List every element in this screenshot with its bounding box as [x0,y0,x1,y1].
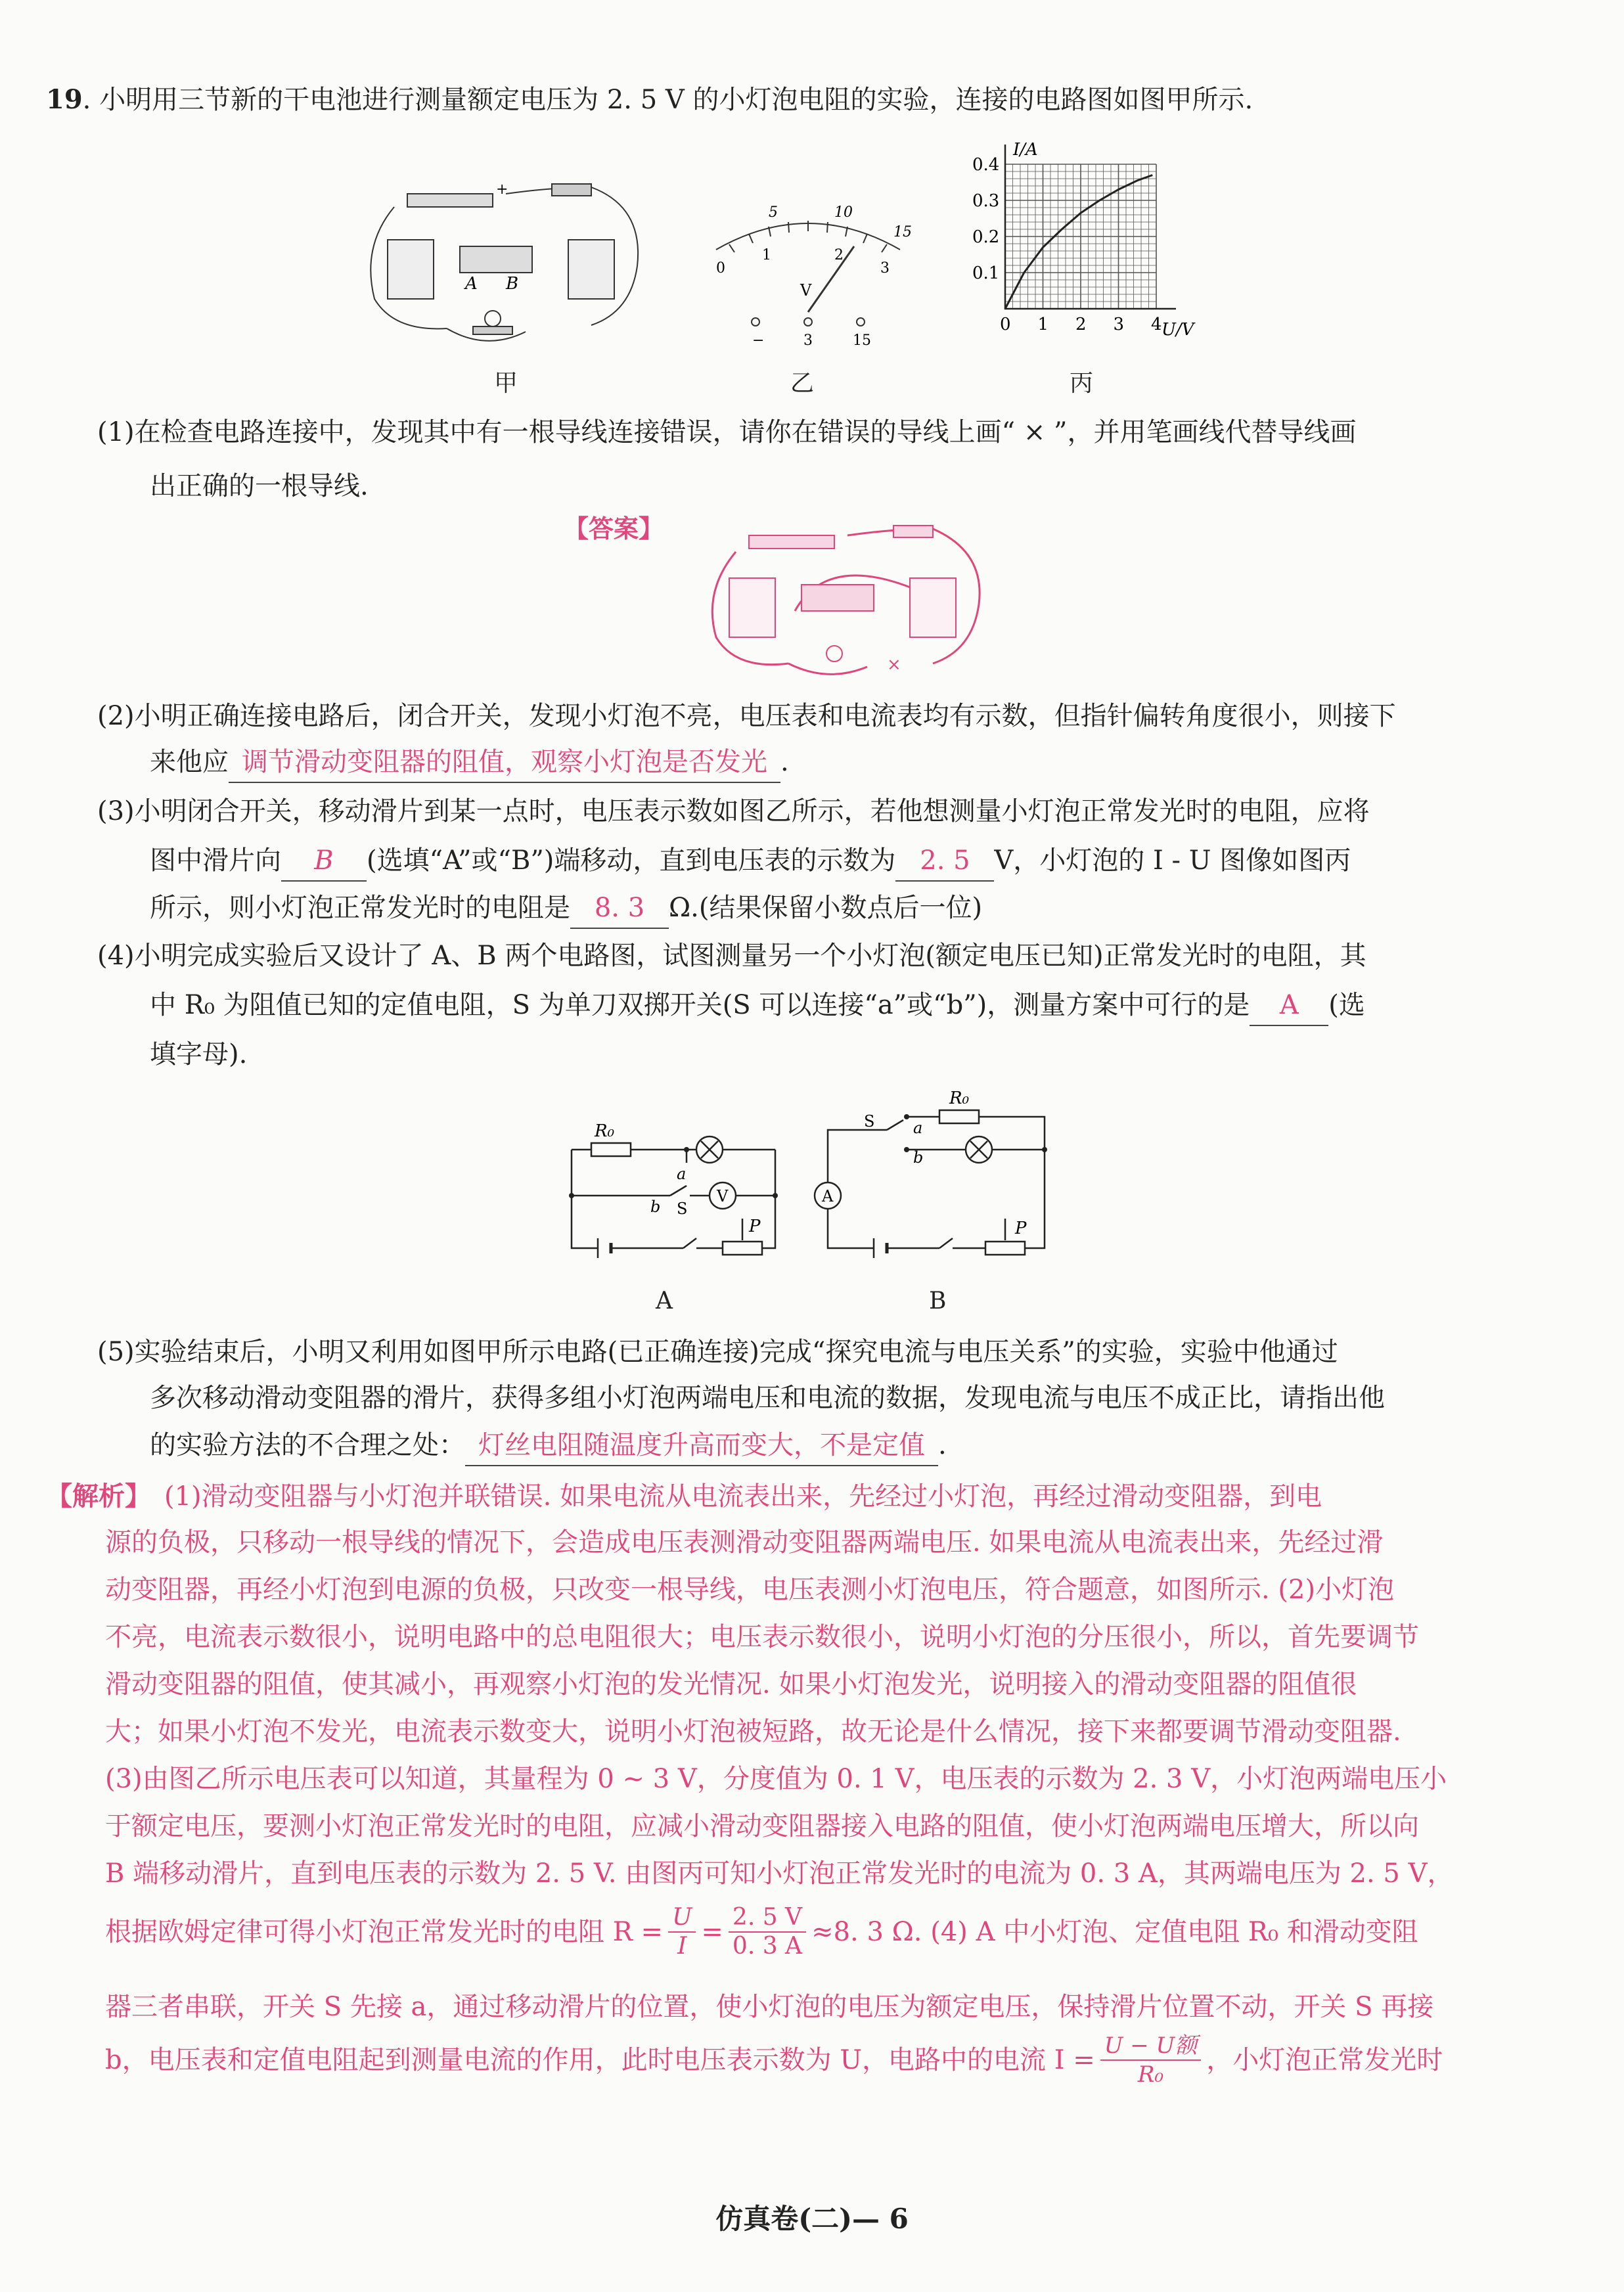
part4-line3: 填字母). [150,1039,248,1069]
dial-top-10: 10 [834,204,853,221]
analysis-l10-eq: = [701,1917,723,1947]
analysis-line2: 源的负极，只移动一根导线的情况下，会造成电压表测滑动变阻器两端电压. 如果电流从电流表出来，先经过滑 [105,1527,1384,1558]
dial-needle [808,246,854,312]
dial-top-5: 5 [769,204,778,221]
fraction-u-num: U [668,1904,696,1933]
terminal-15: 15 [853,332,871,348]
rheostat-label-a: A [465,274,478,294]
switch-icon [552,184,591,196]
chart-x-axis-label: U/V [1162,320,1194,340]
part5-l3-post: . [938,1430,947,1460]
chart-y-axis-label: I/A [1013,140,1038,160]
part5-line3 [150,1426,947,1466]
voltmeter-icon [568,240,614,299]
caption-a: A [656,1288,673,1315]
cross-mark-icon: × [887,655,901,675]
fraction-current-num: U − U额 [1100,2032,1201,2061]
battery-pack-icon [407,194,493,207]
chart-series-line [1005,175,1152,309]
part3-l2-post: V，小灯泡的 I - U 图像如图丙 [994,845,1351,876]
chart-grid [1005,164,1156,309]
circuit-b-p: P [1015,1219,1027,1238]
analysis-line9: B 端移动滑片，直到电压表的示数为 2. 5 V. 由图丙可知小灯泡正常发光时的电流为 0. 3 A，其两端电压为 2. 5 V， [105,1858,1454,1889]
analysis-line5: 滑动变阻器的阻值，使其减小，再观察小灯泡的发光情况. 如果小灯泡发光，说明接入的滑动变阻器的阻值很 [105,1669,1357,1699]
circuit-b-ammeter: A [822,1187,834,1205]
part4-l2-post: (选 [1328,990,1365,1020]
analysis-line11: 器三者串联，开关 S 先接 a，通过移动滑片的位置，使小灯泡的电压为额定电压，保持滑片位置不动，开关 S 再接 [105,1992,1434,2022]
chart-x-tick-label: 4 [1151,315,1162,334]
chart-x-tick-label: 2 [1075,315,1087,334]
dial-bottom-2: 2 [834,247,844,263]
part4-line1: (4)小明完成实验后又设计了 A、B 两个电路图，试图测量另一个小灯泡(额定电压已知)正常发光时的电阻，其 [97,941,1366,971]
part2-post: . [780,747,789,777]
terminal-3: 3 [803,332,813,348]
caption-yi: 乙 [790,370,815,397]
analysis-line4: 不亮，电流表示数很小，说明电路中的总电阻很大；电压表示数很小，说明小灯泡的分压很小，所以，首先要调节 [105,1622,1419,1652]
analysis-line12 [105,2027,1443,2093]
part5-l3-pre: 的实验方法的不合理之处： [150,1430,465,1460]
caption-bing: 丙 [1070,370,1094,397]
answer-tag: 【答案】 [564,514,664,543]
chart-axes [1005,145,1176,309]
fraction-values-den: 0. 3 A [732,1933,803,1960]
analysis-l10-pre: 根据欧姆定律可得小灯泡正常发光时的电阻 R = [105,1917,664,1947]
fraction-i-den: I [677,1933,687,1960]
terminal-neg: − [752,332,765,348]
dial-top-15: 15 [893,224,912,240]
part4-line2 [150,985,1365,1026]
part3-l3-pre: 所示，则小灯泡正常发光时的电阻是 [150,893,570,923]
fraction-u-over-i [668,1904,696,1960]
fraction-values [729,1904,806,1960]
chart-y-tick-label: 0.2 [972,227,1000,247]
page-footer: 仿真卷(二)— 6 [715,2203,909,2235]
chart-x-tick-label: 0 [1000,315,1011,334]
question-stem [46,80,1253,120]
circuit-jia-figure [355,168,657,358]
analysis-line8: 于额定电压，要测小灯泡正常发光时的电阻，应减小滑动变阻器接入电路的阻值，使小灯泡两端电压增大，所以向 [105,1811,1419,1841]
chart-axis-lines [1005,145,1176,309]
circuit-b-b: b [913,1148,924,1167]
circuit-b-figure [808,1084,1071,1268]
analysis-line7: (3)由图乙所示电压表可以知道，其量程为 0 ~ 3 V，分度值为 0. 1 V，电压表的示数为 2. 3 V，小灯泡两端电压小 [105,1764,1447,1794]
fraction-current [1100,2032,1201,2088]
circuit-a-r0: R₀ [595,1121,614,1141]
analysis-l10-post: ≈8. 3 Ω. (4) A 中小灯泡、定值电阻 R₀ 和滑动变阻 [811,1917,1418,1947]
part3-answer-resistance: 8. 3 [570,888,669,929]
part1-line2: 出正确的一根导线. [150,471,369,501]
part3-l3-post: Ω.(结果保留小数点后一位) [669,893,983,923]
part5-line2: 多次移动滑动变阻器的滑片，获得多组小灯泡两端电压和电流的数据，发现电流与电压不成正比，请指出他 [150,1383,1385,1413]
circuit-b-s: S [864,1112,875,1131]
part2-answer: 调节滑动变阻器的阻值，观察小灯泡是否发光 [229,742,780,783]
circuit-a-a: a [677,1165,687,1183]
voltmeter-dial-figure [696,197,920,348]
part3-answer-direction: B [281,841,367,882]
dial-unit: V [800,281,812,300]
part2-pre: 来他应 [150,747,229,777]
analysis-l1-text: (1)滑动变阻器与小灯泡并联错误. 如果电流从电流表出来，先经过小灯泡，再经过滑动变阻器，到电 [164,1481,1322,1512]
part5-line1: (5)实验结束后，小明又利用如图甲所示电路(已正确连接)完成“探究电流与电压关系”的实验，实验中他通过 [97,1337,1338,1367]
part4-answer: A [1250,985,1328,1026]
chart-y-tick-label: 0.3 [972,191,1000,211]
chart-y-tick-label: 0.1 [972,263,1000,283]
part3-line3 [150,888,982,929]
part3-l2-pre: 图中滑片向 [150,845,281,876]
chart-x-tick-label: 3 [1113,315,1125,334]
analysis-l12-pre: b，电压表和定值电阻起到测量电流的作用，此时电压表示数为 U，电路中的电流 I = [105,2045,1095,2075]
circuit-b-r0: R₀ [949,1089,969,1108]
chart-y-tick-label: 0.4 [972,155,1000,175]
part2-line2 [150,742,789,783]
analysis-line6: 大；如果小灯泡不发光，电流表示数变大，说明小灯泡被短路，故无论是什么情况，接下来都要调节滑动变阻器. [105,1717,1401,1747]
question-number: 19 [46,84,83,115]
dial-bottom-1: 1 [762,247,771,263]
analysis-tag: 【解析】 [46,1481,151,1512]
dial-bottom-3: 3 [880,260,890,277]
fraction-values-num: 2. 5 V [729,1904,806,1933]
circuit-a-figure [552,1097,801,1268]
analysis-line3: 动变阻器，再经小灯泡到电源的负极，只改变一根导线，电压表测小灯泡电压，符合题意，如图所示. (2)小灯泡 [105,1575,1395,1605]
caption-b: B [929,1288,947,1315]
rheostat-label-b: B [506,274,519,294]
caption-jia: 甲 [494,370,518,397]
part3-line2 [150,841,1351,882]
part3-l2-mid: (选填“A”或“B”)端移动，直到电压表的示数为 [367,845,896,876]
part2-line1: (2)小明正确连接电路后，闭合开关，发现小灯泡不亮，电压表和电流表均有示数，但指针偏转角度很小，则接下 [97,701,1396,731]
fraction-current-den: R₀ [1137,2061,1164,2088]
circuit-a-p: P [749,1217,761,1236]
analysis-line10 [105,1902,1418,1962]
circuit-b-a: a [913,1119,923,1137]
svg-text:+: + [496,181,508,198]
question-text: . 小明用三节新的干电池进行测量额定电压为 2. 5 V 的小灯泡电阻的实验，连接的电路图如图甲所示. [82,85,1253,115]
part4-l2-pre: 中 R₀ 为阻值已知的定值电阻，S 为单刀双掷开关(S 可以连接“a”或“b”)，测量方案中可行的是 [150,990,1250,1020]
circuit-a-b: b [650,1198,661,1216]
answer-circuit-figure [696,512,999,683]
part1-line1: (1)在检查电路连接中，发现其中有一根导线连接错误，请你在错误的导线上画“ × ”，并用笔画线代替导线画 [97,417,1357,447]
dial-bottom-0: 0 [716,260,725,277]
circuit-a-s: S [677,1200,688,1218]
analysis-line1 [46,1477,1322,1516]
part5-answer: 灯丝电阻随温度升高而变大，不是定值 [465,1426,938,1466]
bulb-icon [485,311,501,326]
rheostat-icon [460,246,532,273]
chart-x-tick-label: 1 [1037,315,1049,334]
part3-line1: (3)小明闭合开关，移动滑片到某一点时，电压表示数如图乙所示，若他想测量小灯泡正常发光时的电阻，应将 [97,796,1370,826]
analysis-l12-post: ，小灯泡正常发光时 [1206,2045,1443,2075]
part3-answer-voltage: 2. 5 [895,841,994,882]
iu-chart [966,138,1229,348]
circuit-a-voltmeter: V [717,1187,729,1205]
ammeter-icon [388,240,434,299]
